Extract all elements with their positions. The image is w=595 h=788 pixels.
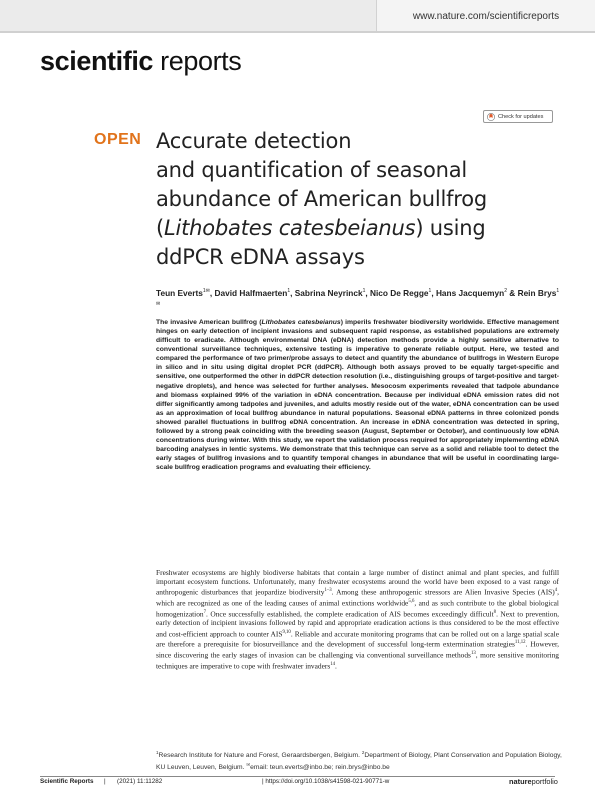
author-affiliation-mark: 1 xyxy=(428,288,432,294)
author-list: Teun Everts$^{1✉}$, David Halfmaerten$^1$, Sabrina Neyrinck$^1$, Nico De Regge$^1$, Hans Jacquemyn$^2$ & Rein Brys$^{1✉}$ xyxy=(156,287,560,307)
author-name[interactable]: Nico De Regge xyxy=(369,287,429,298)
journal-url[interactable]: www.nature.com/scientificreports xyxy=(412,11,560,22)
nature-portfolio-logo: natureportfolio xyxy=(509,777,558,786)
author-name[interactable]: Sabrina Neyrinck xyxy=(294,287,363,298)
citation-reference[interactable]: 14 xyxy=(330,661,336,667)
journal-logo[interactable] xyxy=(40,46,241,77)
article-title: Accurate detection and quantification of seasonal abundance of American bullfrog (Lithobates catesbeianus) using ddPCR eDNA assays xyxy=(156,129,488,269)
citation-reference[interactable]: 9,10 xyxy=(282,629,291,635)
logo-light-word: reports xyxy=(160,46,242,76)
citation-reference[interactable]: 4 xyxy=(554,588,558,594)
affiliation-mark[interactable]: ✉ xyxy=(246,762,251,768)
author-name[interactable]: Rein Brys xyxy=(517,287,557,298)
author-affiliation-mark: 1✉ xyxy=(156,288,560,307)
footer-divider xyxy=(40,776,555,777)
author-name[interactable]: Teun Everts xyxy=(156,287,203,298)
citation-reference[interactable]: 8 xyxy=(493,609,497,615)
page-footer xyxy=(40,777,558,788)
footer-citation: (2021) 11:11282 xyxy=(117,778,163,785)
citation-reference[interactable]: 5,6 xyxy=(408,599,415,605)
citation-reference[interactable]: 7 xyxy=(203,609,207,615)
author-name[interactable]: Hans Jacquemyn xyxy=(435,287,505,298)
species-name: Lithobates catesbeianus xyxy=(164,216,416,240)
top-bar xyxy=(0,0,595,33)
top-bar-divider xyxy=(0,31,595,33)
check-for-updates-label: Check for updates xyxy=(498,113,544,120)
abstract: The invasive American bullfrog (Lithobates catesbeianus) imperils freshwater biodiversity worldwide. Effective management hinges on early detection of incipient invasions and subsequent rapid response, as established populations are extremely difficult to eradicate. Although environmental DNA (eDNA) detection methods provide a highly sensitive alternative to conventional surveillance techniques, extensive testing is imperative to generate reliable output. Here, we tested and compared the performance of two primer/probe assays to detect and quantify the abundance of bullfrogs in Western Europe in silico and in situ using digital droplet PCR (ddPCR). Although both assays proved to be equally target-specific and sensitive, one outperformed the other in ddPCR detection resolution (i.e., distinguishing groups of target-positive and target-negative droplets), and hence was selected for further analyses. Mesocosm experiments revealed that tadpole abundance and biomass explained 99% of the variation in eDNA concentration. Because per individual eDNA emission rates did not differ significantly among tadpoles and juveniles, and adults mostly reside out of the water, eDNA concentration can be used as an approximation of local bullfrog abundance in natural populations. Seasonal eDNA patterns in three colonized ponds showed parallel fluctuations in bullfrog eDNA concentration. An increase in eDNA concentration was detected in spring, followed by a strong peak coinciding with the breeding season (August, September or October), and continuously low eDNA concentrations during winter. With this study, we report the validation process required for appropriately implementing eDNA barcoding analyses in lentic systems. We demonstrate that this technique can serve as a solid and reliable tool to detect the early stages of bullfrog invasions and to quantify temporal changes in abundance that will be useful in coordinating large-scale bullfrog eradication programs and evaluating their efficiency. xyxy=(156,319,559,472)
affiliation-mark[interactable]: 1 xyxy=(156,750,159,755)
logo-bold-word: scientific xyxy=(40,46,154,76)
crossmark-icon xyxy=(487,113,495,121)
footer-journal-name: Scientific Reports xyxy=(40,778,94,785)
author-affiliation-mark: 2 xyxy=(504,288,507,294)
author-affiliation-mark: 1✉ xyxy=(202,288,210,294)
check-for-updates-button[interactable] xyxy=(483,110,553,123)
citation-reference[interactable]: 11,12 xyxy=(514,640,526,646)
affiliations: $^1$Research Institute for Nature and Forest, Geraardsbergen, Belgium. $^2$Department of Biology, Plant Conservation and Population Biology, KU Leuven, Leuven, Belgium. ✉email: teun.everts@inbo.be; rein.brys@inbo.be xyxy=(156,750,562,772)
citation-reference[interactable]: 1–3 xyxy=(324,588,332,594)
footer-doi-link[interactable]: | https://doi.org/10.1038/s41598-021-90771-w xyxy=(262,778,390,785)
introduction-paragraph: Freshwater ecosystems are highly biodiverse habitats that contain a large number of distinct animal and plant species, and fulfill important ecosystem functions. Unfortunately, many freshwater ecosystems around the world have been exposed to a vast range of anthropogenic disturbances that jeopardize biodiversity$^{1-3}$. Among these anthropogenic stressors are Alien Invasive Species (AIS)$^4$, which are recognized as one of the leading causes of animal extinctions worldwide$^{5,6}$, and as such contribute to the global biological homogenization$^7$. Once successfully established, the complete eradication of AIS becomes exceedingly difficult$^8$. Next to prevention, early detection of incipient invasions followed by rapid and appropriate eradication actions is thus considered to be the most effective and cost-efficient approach to counter AIS$^{9,10}$. Reliable and accurate monitoring programs that can be rolled out on a large spatial scale are therefore a prerequisite for biosurveillance and the development of successful long-term extermination strategies$^{11,12}$. However, since discovering the early stages of invasion can be challenging via conventional surveillance methods$^{13}$, more sensitive monitoring techniques are imperative to cope with freshwater invaders$^{14}$. xyxy=(156,568,560,671)
open-access-label: OPEN xyxy=(94,131,142,148)
affiliation-mark[interactable]: 2 xyxy=(361,750,365,755)
author-name[interactable]: David Halfmaerten xyxy=(214,287,288,298)
footer-separator: | xyxy=(104,778,106,785)
author-affiliation-mark: 1 xyxy=(287,288,291,294)
author-affiliation-mark: 1 xyxy=(362,288,366,294)
journal-url-link[interactable] xyxy=(376,0,595,33)
citation-reference[interactable]: 13 xyxy=(470,650,476,656)
